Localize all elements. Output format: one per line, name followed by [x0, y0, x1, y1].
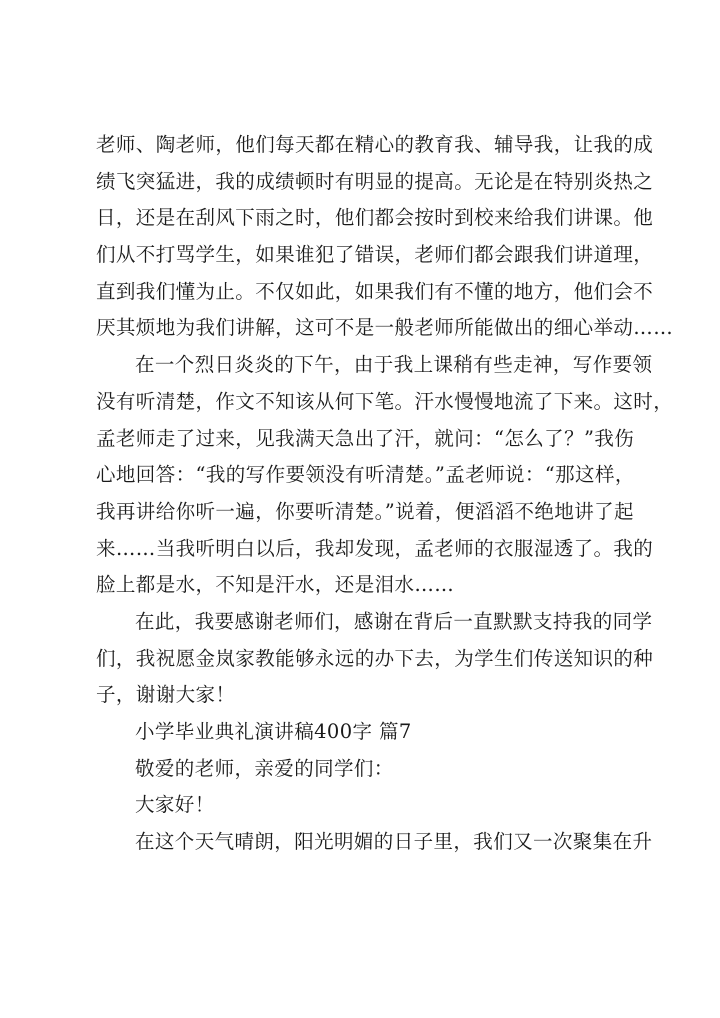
- text-line: 们从不打骂学生，如果谁犯了错误，老师们都会跟我们讲道理，: [96, 243, 654, 267]
- text-line: 日，还是在刮风下雨之时，他们都会按时到校来给我们讲课。他: [96, 206, 654, 230]
- text-line: 老师、陶老师，他们每天都在精心的教育我、辅导我，让我的成: [96, 133, 654, 156]
- text-line: 孟老师走了过来，见我满天急出了汗，就问：“怎么了？”我伤: [96, 426, 635, 450]
- text-line: 脸上都是水，不知是汗水，还是泪水……: [96, 573, 455, 597]
- text-line: 没有听清楚，作文不知该从何下笔。汗水慢慢地流了下来。这时，: [96, 389, 674, 413]
- text-line: 厌其烦地为我们讲解，这可不是一般老师所能做出的细心举动……: [96, 316, 674, 340]
- text-line: 直到我们懂为止。不仅如此，如果我们有不懂的地方，他们会不: [96, 279, 654, 303]
- text-line: 绩飞突猛进，我的成绩顿时有明显的提高。无论是在特别炎热之: [96, 169, 654, 193]
- text-line: 来……当我听明白以后，我却发现，孟老师的衣服湿透了。我的: [96, 536, 654, 560]
- text-line: 子，谢谢大家！: [96, 683, 236, 707]
- greeting: 大家好！: [135, 793, 215, 817]
- text-line: 们，我祝愿金岚家教能够永远的办下去，为学生们传送知识的种: [96, 646, 654, 670]
- paragraph-first-line: 在这个天气晴朗，阳光明媚的日子里，我们又一次聚集在升: [135, 830, 653, 854]
- text-line: 心地回答：“我的写作要领没有听清楚。”孟老师说：“那这样，: [96, 463, 635, 487]
- section-heading: 小学毕业典礼演讲稿400字 篇7: [135, 720, 412, 743]
- paragraph-first-line: 在一个烈日炎炎的下午，由于我上课稍有些走神，写作要领: [135, 353, 653, 377]
- paragraph-first-line: 在此，我要感谢老师们，感谢在背后一直默默支持我的同学: [135, 609, 653, 633]
- document-body: [96, 127, 674, 861]
- text-line: 我再讲给你听一遍，你要听清楚。”说着，便滔滔不绝地讲了起: [96, 499, 634, 523]
- salutation: 敬爱的老师，亲爱的同学们：: [135, 756, 394, 780]
